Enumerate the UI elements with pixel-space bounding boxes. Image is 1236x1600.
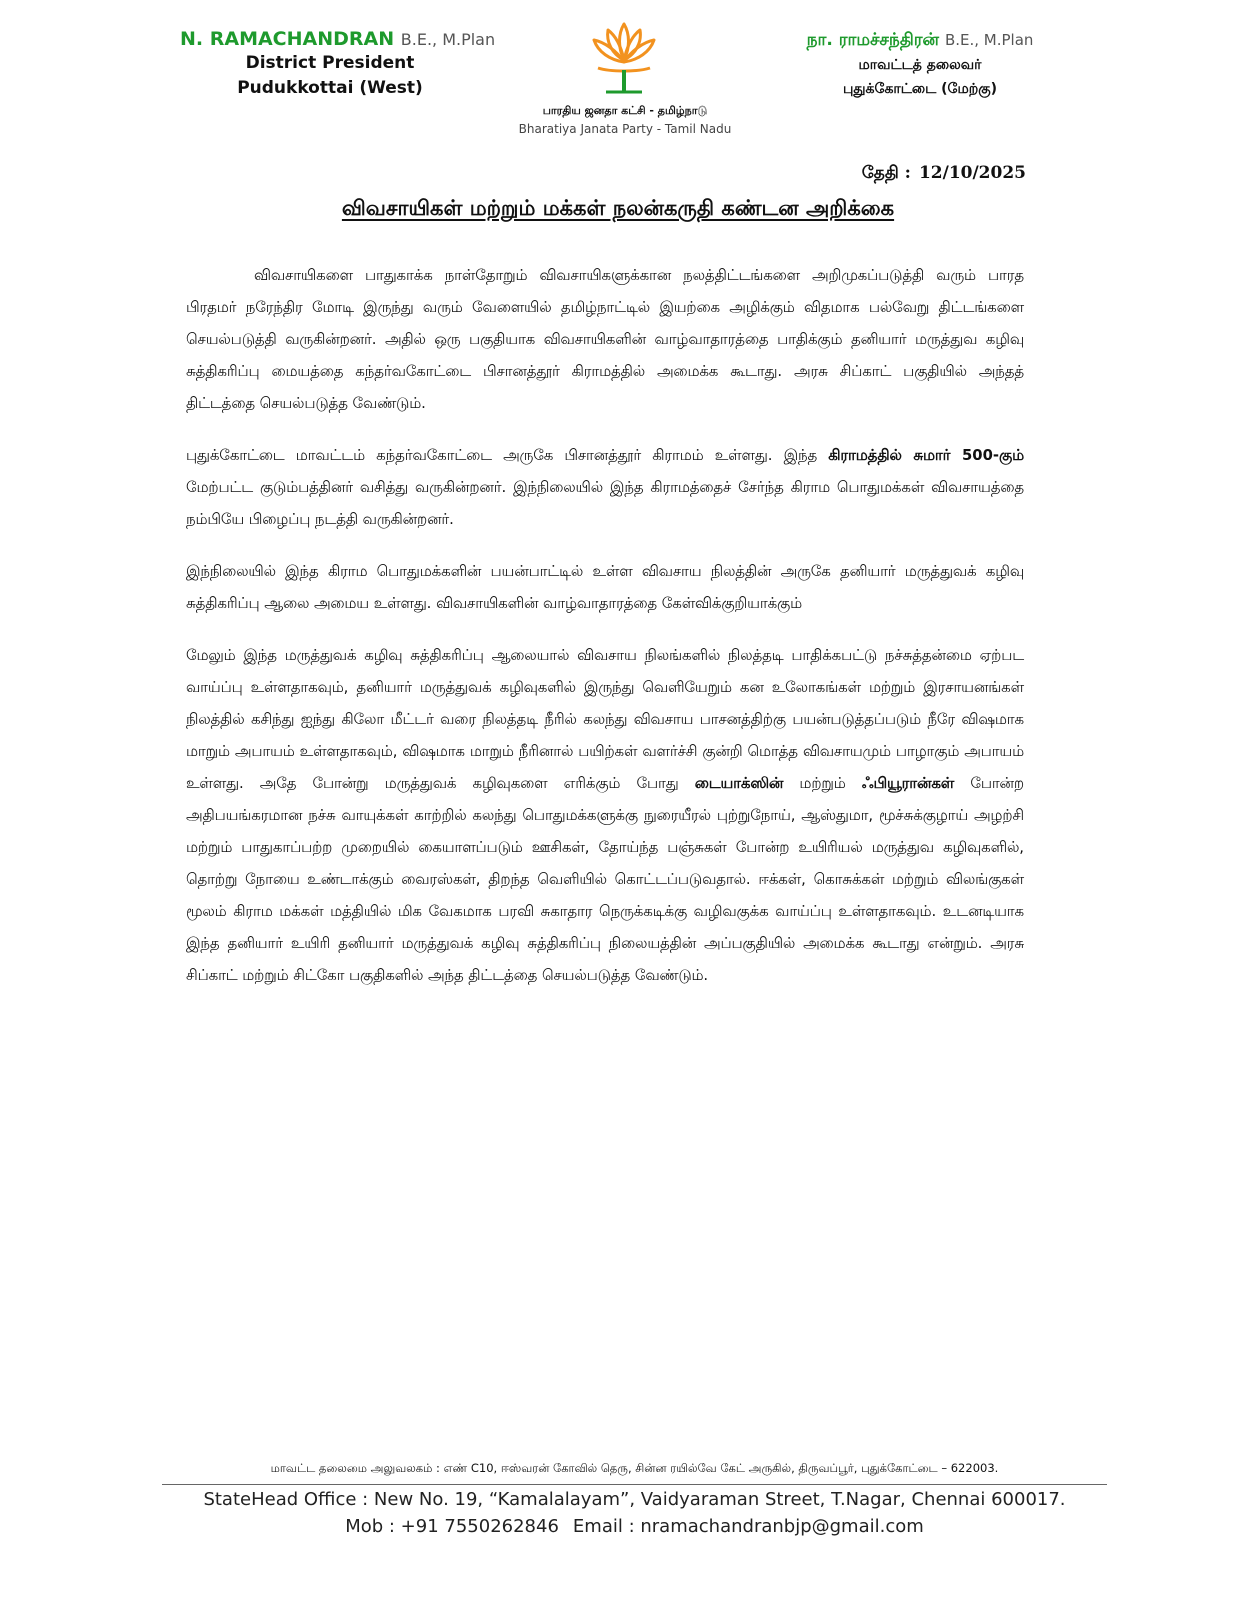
- letter-date: [862, 163, 1026, 185]
- party-name-english: Bharatiya Janata Party - Tamil Nadu: [518, 122, 732, 136]
- district-office-address: மாவட்ட தலைமை அலுவலகம் : எண் C10, ஈஸ்வரன் கோவில் தெரு, சின்ன ரயில்வே கேட் அருகில், திருவப்பூர், புதுக்கோட்டை – 622003.: [270, 1461, 999, 1475]
- paragraph-1: விவசாயிகளை பாதுகாக்க நாள்தோறும் விவசாயிகளுக்கான நலத்திட்டங்களை அறிமுகப்படுத்தி வரும் பாரத பிரதமர் நரேந்திர மோடி இருந்து வரும் வேளையில் தமிழ்நாட்டில் இயற்கை அழிக்கும் விதமாக பல்வேறு திட்டங்களை செயல்படுத்தி வருகின்றனர். அதில் ஒரு பகுதியாக விவசாயிகளின் வாழ்வாதாரத்தை பாதிக்கும் தனியார் மருத்துவ கழிவு சுத்திகரிப்பு மையத்தை கந்தர்வகோட்டை பிசானத்தூர் கிராமத்தில் அமைக்க கூடாது. அரசு சிப்காட் பகுதியில் அந்தத் திட்டத்தை செயல்படுத்த வேண்டும்.: [186, 267, 1024, 412]
- email-address: Email : nramachandranbjp@gmail.com: [572, 1516, 924, 1537]
- lotus-icon: [588, 18, 660, 98]
- footer-divider: [162, 1484, 1107, 1485]
- paragraph-2: புதுக்கோட்டை மாவட்டம் கந்தர்வகோட்டை அருகே பிசானத்தூர் கிராமம் உள்ளது. இந்த கிராமத்தில் சுமார் 500-கும் மேற்பட்ட குடும்பத்தினர் வசித்து வருகின்றனர். இந்நிலையில் இந்த கிராமத்தைச் சேர்ந்த கிராம பொதுமக்கள் விவசாயத்தை நம்பியே பிழைப்பு நடத்தி வருகின்றனர்.: [186, 447, 1024, 528]
- dioxin-highlight: டையாக்ஸின்: [694, 775, 784, 792]
- village-families-highlight: கிராமத்தில் சுமார் 500-கும்: [828, 447, 1024, 464]
- paragraph-4: மேலும் இந்த மருத்துவக் கழிவு சுத்திகரிப்பு ஆலையால் விவசாய நிலங்களில் நிலத்தடி பாதிக்கபட்டு நச்சுத்தன்மை ஏற்பட வாய்ப்பு உள்ளதாகவும், தனியார் மருத்துவக் கழிவுகளில் இருந்து வெளியேறும் கன உலோகங்கள் மற்றும் இரசாயனங்கள் நிலத்தில் கசிந்து ஐந்து கிலோ மீட்டர் வரை நிலத்தடி நீரில் கலந்து விவசாய பாசனத்திற்கு பயன்படுத்தப்படும் நீரே விஷமாக மாறும் அபாயம் உள்ளதாகவும், விஷமாக மாறும் நீரினால் பயிற்கள் வளர்ச்சி குன்றி மொத்த விவசாயமும் பாழாகும் அபாயம் உள்ளது. அதே போன்று மருத்துவக் கழிவுகளை எரிக்கும் போது டையாக்ஸின் மற்றும் ஃபியூரான்கள் போன்ற அதிபயங்கரமான நச்சு வாயுக்கள் காற்றில் கலந்து பொதுமக்களுக்கு நுரையீரல் புற்றுநோய், ஆஸ்துமா, மூச்சுக்குழாய் அழற்சி மற்றும் பாதுகாப்பற்ற முறையில் கையாளப்படும் ஊசிகள், தோய்ந்த பஞ்சுகள் போன்ற உயிரியல் மருத்துவ கழிவுகளில், தொற்று நோயை உண்டாக்கும் வைரஸ்கள், திறந்த வெளியில் கொட்டப்படுவதால். ஈக்கள், கொசுக்கள் மற்றும் விலங்குகள் மூலம் கிராம மக்கள் மத்தியில் மிக வேகமாக பரவி சுகாதார நெருக்கடிக்கு வழிவகுக்க வாய்ப்பு உள்ளதாகவும். உடனடியாக இந்த தனியார் உயிரி தனியார் மருத்துவக் கழிவு சுத்திகரிப்பு நிலையத்தின் அப்பகுதியில் அமைக்க கூடாது என்றும். அரசு சிப்காட் மற்றும் சிட்கோ பகுதிகளில் அந்த திட்டத்தை செயல்படுத்த வேண்டும்.: [186, 647, 1024, 984]
- state-office-address: StateHead Office : New No. 19, “Kamalalayam”, Vaidyaraman Street, T.Nagar, Chennai 600017.: [203, 1489, 1066, 1510]
- president-name-english: N. RAMACHANDRAN B.E., M.Plan: [180, 28, 496, 50]
- role-tamil: மாவட்டத் தலைவர்: [858, 57, 982, 73]
- district-tamil: புதுக்கோட்டை (மேற்கு): [842, 81, 998, 97]
- letter-title: விவசாயிகள் மற்றும் மக்கள் நலன்கருதி கண்டன அறிக்கை: [341, 196, 895, 220]
- president-name-tamil: நா. ராமச்சந்திரன் B.E., M.Plan: [806, 30, 1034, 50]
- date-value: 12/10/2025: [918, 163, 1026, 183]
- role-english: District President: [245, 53, 415, 73]
- party-name-tamil: பாரதிய ஜனதா கட்சி - தமிழ்நாடு: [542, 104, 708, 117]
- header-right: [760, 30, 1080, 100]
- header-left: [180, 28, 496, 100]
- degree-tamil-side: B.E., M.Plan: [944, 31, 1034, 49]
- degree-english: B.E., M.Plan: [400, 30, 496, 49]
- district-english: Pudukkottai (West): [237, 78, 423, 98]
- letter-body: [186, 260, 1024, 1012]
- contact-line: [162, 1516, 1107, 1537]
- date-label: தேதி :: [861, 163, 911, 183]
- mobile-number: Mob : +91 7550262846: [345, 1516, 559, 1537]
- paragraph-3: இந்நிலையில் இந்த கிராம பொதுமக்களின் பயன்பாட்டில் உள்ள விவசாய நிலத்தின் அருகே தனியார் மருத்துவக் கழிவு சுத்திகரிப்பு ஆலை அமைய உள்ளது. விவசாயிகளின் வாழ்வாதாரத்தை கேள்விக்குறியாக்கும்: [186, 563, 1024, 612]
- furan-highlight: ஃபியூரான்கள்: [861, 775, 955, 792]
